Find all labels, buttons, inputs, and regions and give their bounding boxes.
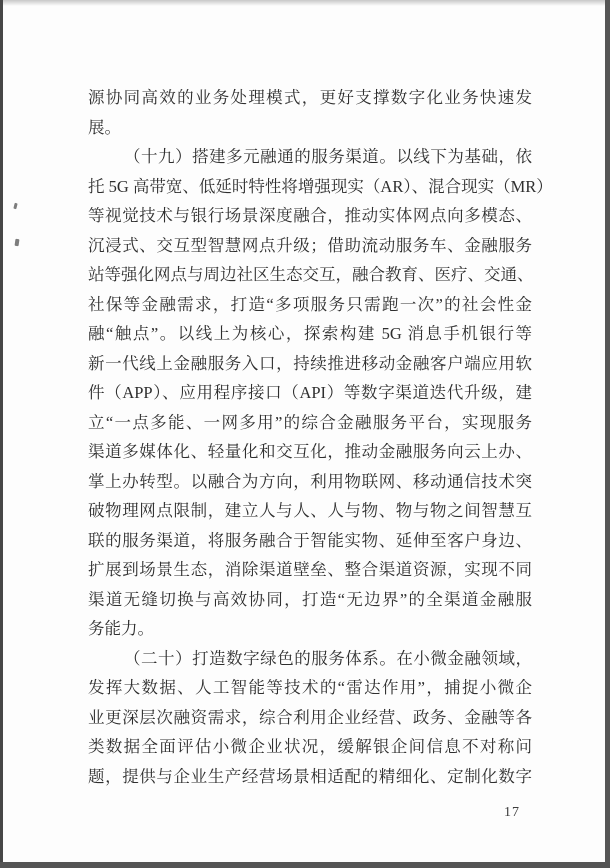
scan-edge-right: [605, 0, 610, 868]
text-line: 新一代线上金融服务入口，持续推进移动金融客户端应用软: [88, 353, 532, 373]
text-line: 沉浸式、交互型智慧网点升级；借助流动服务车、金融服务: [88, 235, 532, 255]
text-line: 联的服务渠道，将服务融合于智能实物、延伸至客户身边、: [88, 530, 532, 550]
scan-speck: [13, 203, 17, 210]
text-line: 破物理网点限制，建立人与人、人与物、物与物之间智慧互: [88, 501, 532, 520]
page-number: 17: [504, 805, 520, 820]
text-line: 业更深层次融资需求，综合利用企业经营、政务、金融等各: [88, 707, 532, 727]
text-line: 扩展到场景生态，消除渠道壁垒、整合渠道资源，实现不同: [88, 560, 532, 579]
text-line: 站等强化网点与周边社区生态交互，融合教育、医疗、交通、: [88, 265, 534, 284]
text-line: 掌上办转型。以融合为方向，利用物联网、移动通信技术突: [88, 471, 532, 491]
scan-edge-left: [0, 0, 3, 868]
text-line-section-19-heading: （十九）搭建多元融通的服务渠道。以线下为基础，依: [124, 147, 532, 166]
text-line: 务能力。: [88, 619, 154, 638]
text-line: 题，提供与企业生产经营场景相适配的精细化、定制化数字: [88, 766, 532, 786]
text-line: 渠道多媒体化、轻量化和交互化，推动金融服务向云上办、: [88, 442, 532, 461]
text-line: 源协同高效的业务处理模式，更好支撑数字化业务快速发: [88, 88, 532, 107]
text-line: 等视觉技术与银行场景深度融合，推动实体网点向多模态、: [88, 206, 532, 225]
scan-speck: [15, 239, 20, 246]
text-line: 展。: [88, 117, 121, 137]
scan-edge-bottom: [0, 862, 610, 868]
text-line: 社保等金融需求，打造“多项服务只需跑一次”的社会性金: [88, 294, 532, 314]
text-line: 立“一点多能、一网多用”的综合金融服务平台，实现服务: [88, 412, 532, 432]
text-line: 发挥大数据、人工智能等技术的“雷达作用”，捕捉小微企: [88, 678, 532, 697]
text-line-section-20-heading: （二十）打造数字绿色的服务体系。在小微金融领域，: [124, 648, 532, 668]
text-line: 托 5G 高带宽、低延时特性将增强现实（AR）、混合现实（MR）: [88, 176, 553, 196]
scan-edge-top: [0, 0, 610, 6]
document-body-text: [88, 83, 553, 791]
text-line: 渠道无缝切换与高效协同，打造“无边界”的全渠道金融服: [88, 589, 532, 609]
text-line: 类数据全面评估小微企业状况，缓解银企间信息不对称问: [88, 737, 532, 756]
text-line: 件（APP）、应用程序接口（API）等数字渠道迭代升级，建: [88, 383, 532, 402]
text-line: 融“触点”。以线上为核心，探索构建 5G 消息手机银行等: [88, 324, 532, 343]
